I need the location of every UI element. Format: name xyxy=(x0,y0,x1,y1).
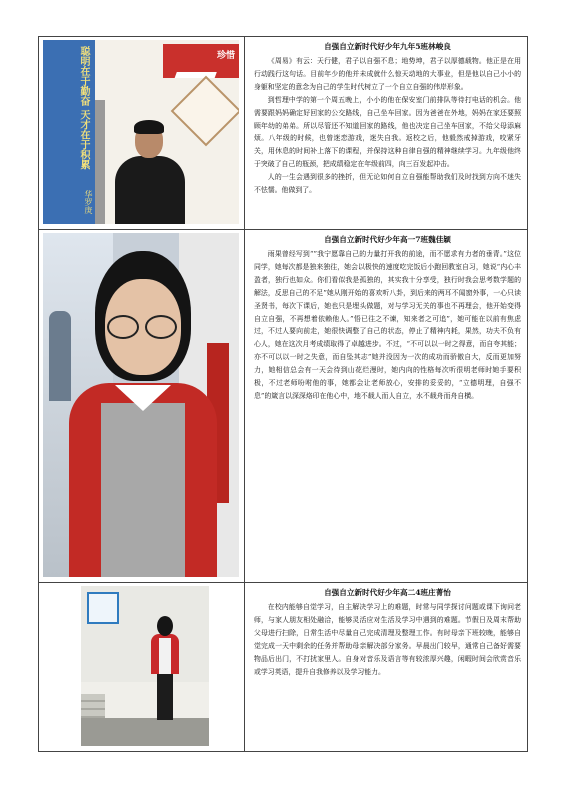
profile-row xyxy=(39,230,527,583)
wall-poster xyxy=(87,592,119,624)
profile-row xyxy=(39,37,527,230)
profile-text-cell xyxy=(245,37,527,229)
profile-photo-cell xyxy=(39,37,245,229)
profile-title: 自强自立新时代好少年高二4班庄菁怡 xyxy=(324,588,451,597)
profile-paragraph: 《周易》有云：天行健，君子以自强不息；地势坤，君子以厚德载物。他正是在用行动践行这句话。目前年少的他并未成就什么惊天动地的大事业，但是他以自己小小的身躯和坚定的意念为自己的学生时代树立了一个自立自强的伟岸形象。 xyxy=(254,57,521,91)
student-photo xyxy=(43,40,239,224)
profile-photo-cell xyxy=(39,230,245,582)
student-photo xyxy=(81,586,209,746)
profile-title: 自强自立新时代好少年高一7班魏佳颖 xyxy=(324,235,451,244)
motto-author: 华罗庚 xyxy=(84,190,93,214)
glasses-icon xyxy=(107,315,139,339)
profile-photo-cell xyxy=(39,583,245,751)
profile-paragraph: 人的一生会遇到很多的挫折，但无论如何自立自强能帮助我们及时找到方向不迷失不怯懦。他做到了。 xyxy=(254,173,521,195)
red-sign-text: 珍惜 xyxy=(216,51,235,61)
motto-board-text: 聪明在于勤奋 天才在于积累 xyxy=(78,46,89,170)
profile-text-cell xyxy=(245,230,527,582)
profile-paragraph: 到哲理中学的第一个周五晚上，小小的他在保安室门前排队等待打电话的机会。他需要跟妈妈确定好回家的公交路线，自己坐车回家。因为爸爸在外地，妈妈在家还要照顾年幼的弟弟。所以尽管还不知道回家的路线，他也决定自己坐车回家，不给父母添麻烦。八年级的时候，也曾迷恋游戏，迷失自我。返校之后，他毅然戒掉游戏，咬紧牙关，用休息的时间补上落下的课程，并保持这种自律自强的精神继续学习。九年级他终于突破了自己的瓶颈，把成绩稳定在年级前四，向三百发起冲击。 xyxy=(254,95,521,169)
profiles-table xyxy=(38,36,528,752)
wall-plaque xyxy=(171,76,239,147)
profile-title: 自强自立新时代好少年九年5班林峻良 xyxy=(324,42,451,51)
profile-paragraph: 在校内能够自觉学习，自主解决学习上的难题，时常与同学探讨问题或课下询问老师，与家人朋友相处融洽，能够灵活应对生活及学习中遇到的难题。节假日及周末帮助父母进行扫除，日常生活中尽量自己完成清理及整理工作。有时母亲下班较晚，能够自觉完成一天中剩余的任务并帮助母亲解决部分家务。早晨出门较早，通常自己备好需要物品后出门，不打扰家里人。自身对音乐及语言等有较浓厚兴趣，闲暇时间会欣赏音乐或学习英语，提升自我修养以及学习能力。 xyxy=(254,603,521,676)
profile-row xyxy=(39,583,527,751)
student-photo xyxy=(43,233,239,577)
profile-text-cell xyxy=(245,583,527,751)
student-figure xyxy=(115,156,185,224)
profile-paragraph: 雨果曾经写到“”我宁愿靠自己的力量打开我的前途，而不愿求有力者的垂青。”这位同学，她每次都是独来独往，她会以极快的速度吃完饭后小跑回教室自习，她说“内心丰盈者，独行也如众。你们看似我是孤独的，其实我十分享受，独行时我会思考数学题的解法，反思自己的不足”她从刚开始的喜欢听八卦，到后来的两耳不闻窗外事，一心只读圣贤书，每次下课后，她也只是埋头做题，对与学习无关的事也不再理会，他开始变得自立自强，不再想着依赖他人。”悟已往之不谏，知来者之可追”，她可能在以前有焦虑过，不过人要向前走，她很快调整了自己的状态，停止了精神内耗，果然，功夫不负有心人，她在这次月考成绩取得了卓越进步。不过，“不可以以一时之得意，而自夸其能；亦不可以以一时之失意，而自坠其志”她并没因为一次的成功而骄傲自大，反而更加努力，她相信总会有一天会待到山花烂漫时，她内向的性格每次听很明老师时她手要积极，不过老师吩咐他的事，她都会让老师放心，安排的妥妥的，“立德明理，自强不息”的箴言以深深烙印在他心中，地不载人而人自立，水不载舟而舟自横。 xyxy=(254,250,521,400)
